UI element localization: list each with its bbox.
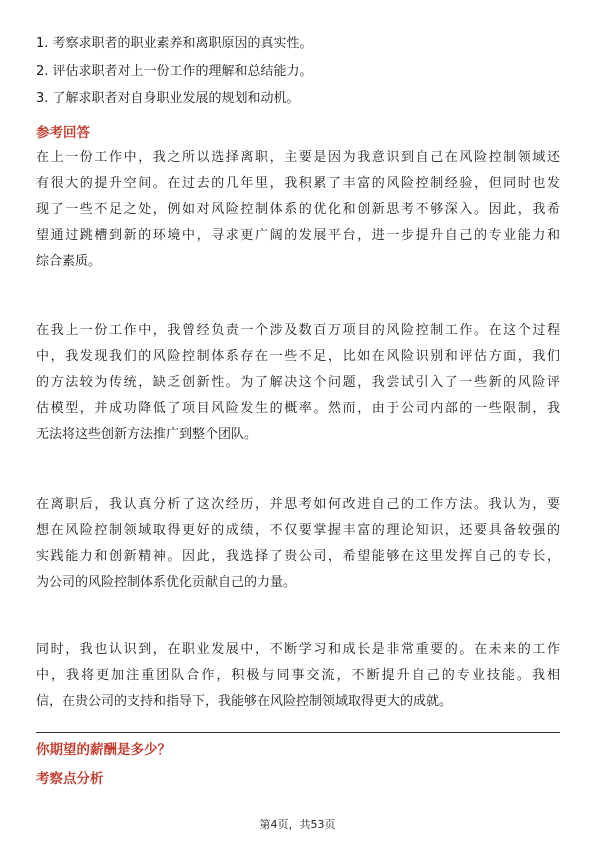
paragraph-line: 现了一些不足之处，例如对风险控制体系的优化和创新思考不够深入。因此，我希	[36, 202, 560, 217]
answer-paragraph-2	[36, 318, 560, 448]
paragraph-line: 有很大的提升空间。在过去的几年里，我积累了丰富的风险控制经验，但同时也发	[36, 176, 560, 191]
answer-paragraph-3	[36, 492, 560, 596]
paragraph-line: 望通过跳槽到新的环境中，寻求更广阔的发展平台，进一步提升自己的专业能力和	[36, 228, 560, 243]
paragraph-line: 信，在贵公司的支持和指导下，我能够在风险控制领域取得更大的成就。	[36, 694, 453, 709]
paragraph-line: 估模型，并成功降低了项目风险发生的概率。然而，由于公司内部的一些限制，我	[36, 401, 560, 416]
paragraph-line: 想在风险控制领域取得更好的成绩，不仅要掌握丰富的理论知识，还要具备较强的	[36, 523, 560, 538]
list-item-2: 2. 评估求职者对上一份工作的理解和总结能力。	[36, 64, 313, 79]
paragraph-line: 为公司的风险控制体系优化贡献自己的力量。	[36, 575, 297, 590]
list-item-1: 1. 考察求职者的职业素养和离职原因的真实性。	[36, 36, 313, 51]
paragraph-line: 同时，我也认识到，在职业发展中，不断学习和成长是非常重要的。在未来的工作	[36, 642, 560, 657]
answer-paragraph-1	[36, 145, 560, 275]
paragraph-line: 中，我将更加注重团队合作，积极与同事交流，不断提升自己的专业技能。我相	[36, 668, 560, 683]
paragraph-line: 综合素质。	[36, 254, 102, 269]
section-divider	[36, 732, 560, 733]
question-heading: 你期望的薪酬是多少？	[36, 742, 171, 758]
list-item-3: 3. 了解求职者对自身职业发展的规划和动机。	[36, 91, 300, 106]
paragraph-line: 在离职后，我认真分析了这次经历，并思考如何改进自己的工作方法。我认为，要	[36, 497, 560, 512]
paragraph-line: 在我上一份工作中，我曾经负责一个涉及数百万项目的风险控制工作。在这个过程	[36, 323, 560, 338]
paragraph-line: 无法将这些创新方法推广到整个团队。	[36, 427, 258, 442]
paragraph-line: 实践能力和创新精神。因此，我选择了贵公司，希望能够在这里发挥自己的专长，	[36, 549, 560, 564]
paragraph-line: 在上一份工作中，我之所以选择离职，主要是因为我意识到自己在风险控制领域还	[36, 150, 560, 165]
analysis-heading: 考察点分析	[36, 771, 104, 787]
paragraph-line: 中，我发现我们的风险控制体系存在一些不足，比如在风险识别和评估方面，我们	[36, 349, 560, 364]
page-footer: 第4页，共53页	[259, 818, 336, 831]
paragraph-line: 的方法较为传统，缺乏创新性。为了解决这个问题，我尝试引入了一些新的风险评	[36, 375, 560, 390]
answer-heading: 参考回答	[36, 125, 90, 141]
answer-paragraph-4	[36, 637, 560, 715]
